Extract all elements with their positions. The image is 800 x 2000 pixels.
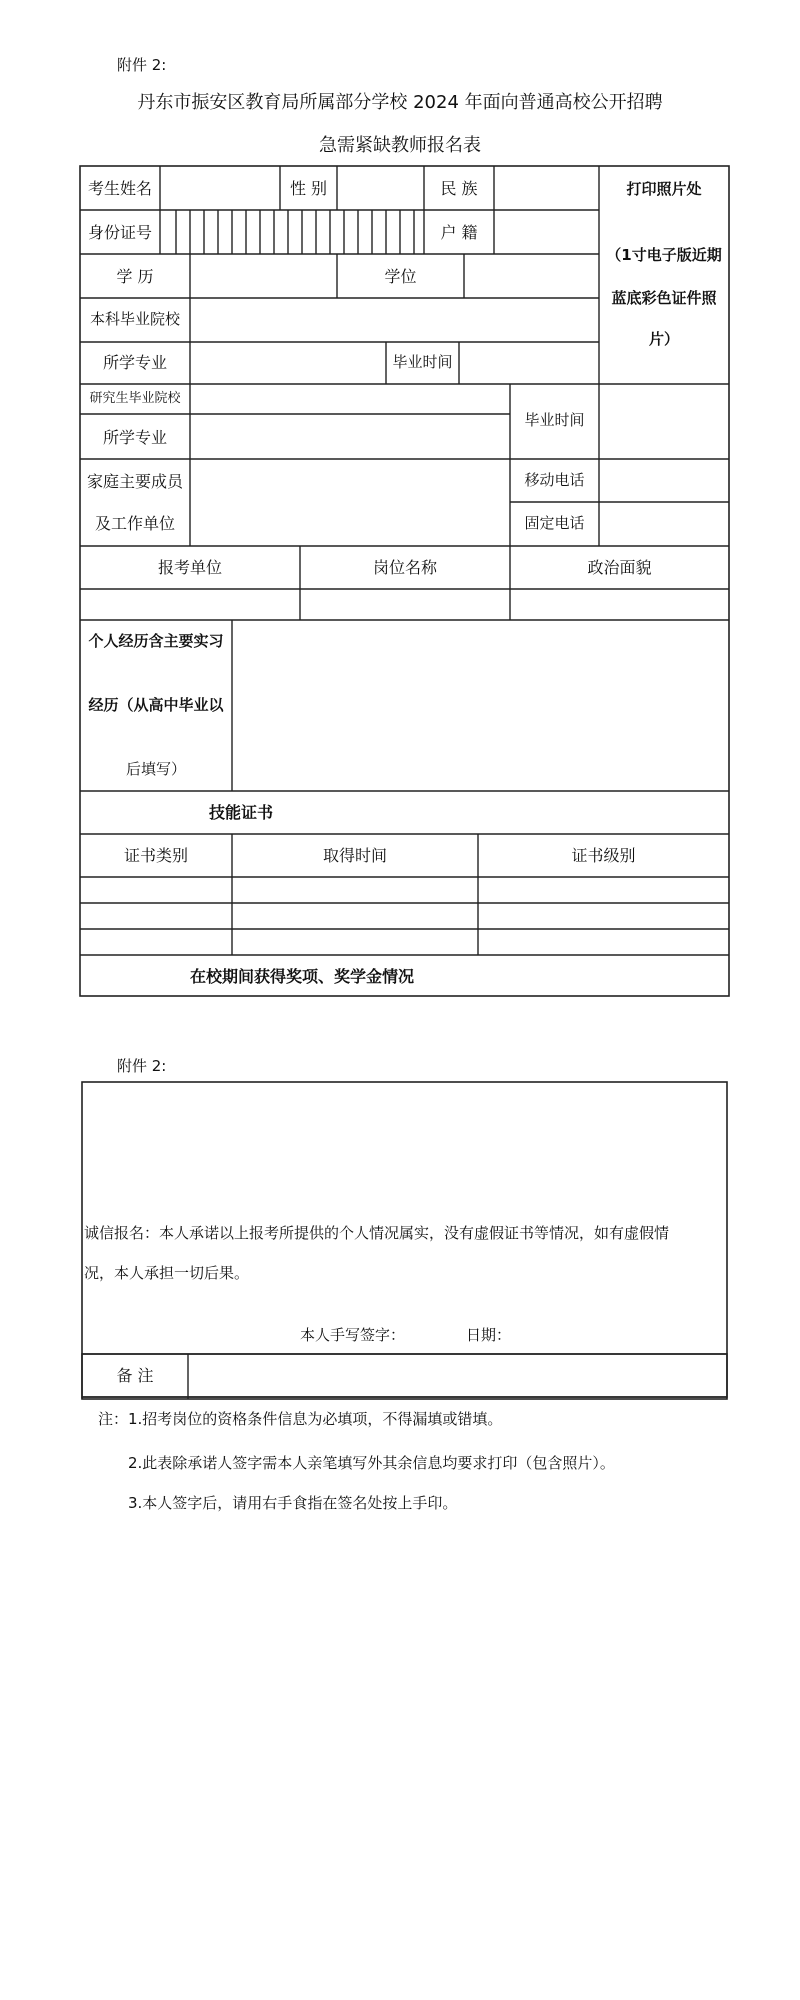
label-degree: 学位 xyxy=(384,267,417,286)
label-gender: 性 别 xyxy=(289,179,328,198)
label-id-number: 身份证号 xyxy=(87,223,152,242)
label-grad-time-1: 毕业时间 xyxy=(392,353,453,371)
photo-note-3: 片） xyxy=(648,330,679,348)
note-3: 3.本人签字后，请用右手食指在签名处按上手印。 xyxy=(128,1494,458,1512)
label-major-2: 所学专业 xyxy=(102,428,167,447)
pledge-line-2: 况，本人承担一切后果。 xyxy=(84,1264,250,1282)
signature-label: 本人手写签字： xyxy=(300,1326,406,1344)
attachment-label-2: 附件 2: xyxy=(117,1057,167,1075)
photo-note-2: 蓝底彩色证件照 xyxy=(611,289,717,307)
label-education: 学 历 xyxy=(116,267,154,286)
photo-title: 打印照片处 xyxy=(626,180,702,198)
label-cert-level: 证书级别 xyxy=(571,846,636,865)
label-postgrad-school: 研究生毕业院校 xyxy=(89,391,181,406)
label-grad-time-2: 毕业时间 xyxy=(524,411,585,429)
label-experience-2-text: 经历（从高中毕业以 xyxy=(88,696,224,714)
label-hukou: 户 籍 xyxy=(440,223,478,242)
label-family-1: 家庭主要成员 xyxy=(86,472,183,491)
note-2: 2.此表除承诺人签字需本人亲笔填写外其余信息均要求打印（包含照片）。 xyxy=(128,1454,615,1472)
label-remarks: 备 注 xyxy=(116,1366,154,1385)
label-awards: 在校期间获得奖项、奖学金情况 xyxy=(190,967,415,986)
label-cert-time: 取得时间 xyxy=(322,846,387,865)
photo-note-1: （1寸电子版近期 xyxy=(606,246,722,264)
note-1: 注：1.招考岗位的资格条件信息为必填项，不得漏填或错填。 xyxy=(98,1410,503,1428)
label-landline: 固定电话 xyxy=(524,514,585,532)
label-family-2: 及工作单位 xyxy=(94,514,175,533)
label-experience-1: 个人经历含主要实习 xyxy=(88,632,224,650)
label-skill-cert: 技能证书 xyxy=(209,803,274,822)
attachment-label: 附件 2: xyxy=(117,56,167,74)
label-cert-type: 证书类别 xyxy=(123,846,188,865)
date-label: 日期： xyxy=(466,1326,512,1344)
label-major-1: 所学专业 xyxy=(102,353,167,372)
label-experience-2 xyxy=(80,698,232,713)
label-undergrad-school: 本科毕业院校 xyxy=(89,310,180,328)
form-subtitle: 急需紧缺教师报名表 xyxy=(319,135,481,156)
label-apply-unit: 报考单位 xyxy=(157,558,222,577)
label-political-status: 政治面貌 xyxy=(587,558,652,577)
label-ethnicity: 民 族 xyxy=(440,179,478,198)
label-mobile: 移动电话 xyxy=(524,471,585,489)
label-experience-3: 后填写） xyxy=(125,760,186,778)
label-name: 考生姓名 xyxy=(87,179,152,198)
pledge-line-1: 诚信报名：本人承诺以上报考所提供的个人情况属实，没有虚假证书等情况，如有虚假情 xyxy=(84,1224,670,1242)
form-title: 丹东市振安区教育局所属部分学校 2024 年面向普通高校公开招聘 xyxy=(137,92,663,113)
label-position-name: 岗位名称 xyxy=(372,558,437,577)
